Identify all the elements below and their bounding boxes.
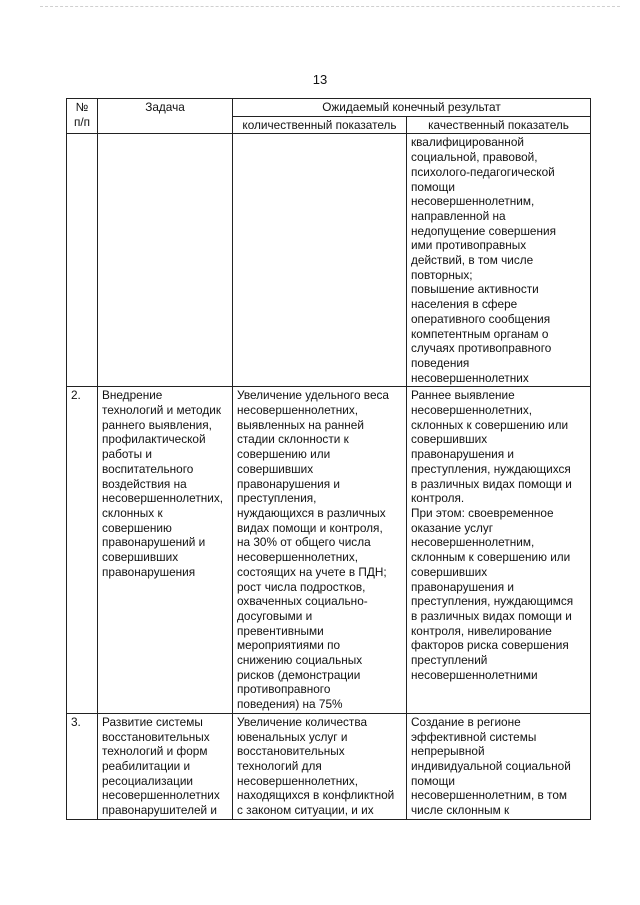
table-header-row: [67, 99, 591, 117]
table-row: [67, 387, 591, 713]
row-number: 2.: [67, 387, 98, 713]
row-number: 3.: [67, 713, 98, 819]
task-cell: Внедрение технологий и методик раннего выявления, профилактической работы и воспитательного воздействия на несовершеннолетних, склонных к совершению правонарушений и совершивших правонарушения: [98, 387, 233, 713]
quantitative-cell: Увеличение количества ювенальных услуг и восстановительных технологий для несовершеннолетних, находящихся в конфликтной с законом ситуации, и их: [233, 713, 407, 819]
scan-artifact-line: [40, 6, 620, 8]
qualitative-cell: Создание в регионе эффективной системы непрерывной индивидуальной социальной помощи несовершеннолетним, в том числе склонным к: [407, 713, 591, 819]
table-row: [67, 134, 591, 387]
header-num: № п/п: [67, 99, 98, 134]
row-number: [67, 134, 98, 387]
task-cell: [98, 134, 233, 387]
header-qualitative: качественный показатель: [407, 116, 591, 134]
quantitative-cell: [233, 134, 407, 387]
quantitative-cell: Увеличение удельного веса несовершеннолетних, выявленных на ранней стадии склонности к совершению или совершивших правонарушения и преступления, нуждающихся в различных видах помощи и контроля, на 30% от общего числа несовершеннолетних, состоящих на учете в ПДН; рост числа подростков, охваченных социально- досуговыми и превентивными мероприятиями по снижению социальных рисков (демонстрации противоправного поведения) на 75%: [233, 387, 407, 713]
task-cell: Развитие системы восстановительных технологий и форм реабилитации и ресоциализации несовершеннолетних правонарушителей и: [98, 713, 233, 819]
qualitative-cell: Раннее выявление несовершеннолетних, склонных к совершению или совершивших правонарушения и преступления, нуждающихся в различных видах помощи и контроля. При этом: своевременное оказание услуг несовершеннолетним, склонным к совершению или совершивших правонарушения и преступления, нуждающимся в различных видах помощи и контроля, нивелирование факторов риска совершения преступлений несовершеннолетними: [407, 387, 591, 713]
results-table: [66, 98, 591, 820]
header-task: Задача: [98, 99, 233, 134]
header-quantitative: количественный показатель: [233, 116, 407, 134]
page-number: 13: [312, 72, 328, 87]
table-row: [67, 713, 591, 819]
header-expected-result: Ожидаемый конечный результат: [233, 99, 591, 117]
qualitative-cell: квалифицированной социальной, правовой, психолого-педагогической помощи несовершеннолетним, направленной на недопущение совершения ими противоправных действий, в том числе повторных; повышение активности населения в сфере оперативного сообщения компетентным органам о случаях противоправного поведения несовершеннолетних: [407, 134, 591, 387]
